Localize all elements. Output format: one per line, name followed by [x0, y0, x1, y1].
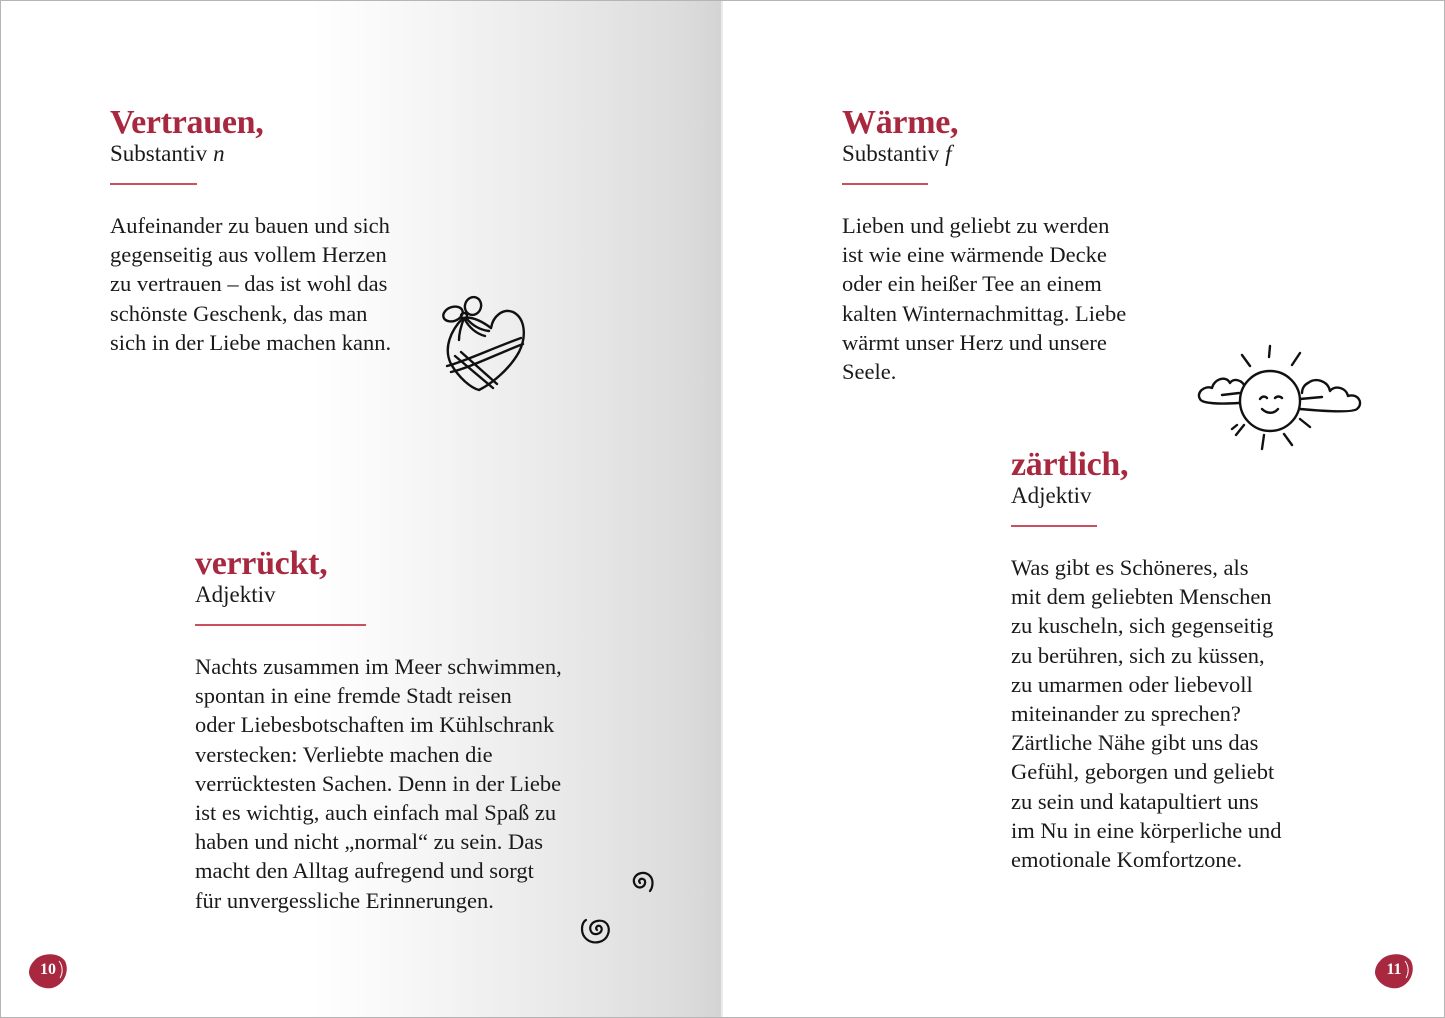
part-of-speech — [195, 582, 562, 608]
left-page — [1, 1, 723, 1018]
text-line: Lieben und geliebt zu werden — [842, 213, 1110, 238]
text-line: Zärtliche Nähe gibt uns das — [1011, 730, 1259, 756]
pos-label: Substantiv — [110, 141, 208, 166]
smiling-sun-clouds-icon — [1192, 341, 1364, 456]
text-line: wärmt unser Herz und unsere — [842, 329, 1107, 355]
text-line: schönste Geschenk, das man — [110, 300, 368, 326]
entry-vertrauen — [110, 105, 391, 357]
text-line: sich in der Liebe machen kann. — [110, 329, 392, 355]
pos-label: Adjektiv — [1011, 483, 1092, 508]
text-line: kalten Winternachmittag. Liebe — [842, 300, 1127, 326]
part-of-speech — [110, 141, 391, 167]
text-line: zu umarmen oder liebevoll — [1011, 671, 1253, 697]
heart-gift-icon — [433, 296, 529, 394]
entry-waerme — [842, 105, 1126, 386]
headword: zärtlich, — [1011, 446, 1129, 483]
spiral-icon — [578, 914, 614, 947]
page-number: 11 — [1386, 961, 1402, 978]
text-line: macht den Alltag aufregend und sorgt — [195, 858, 534, 884]
text-line: gegenseitig aus vollem Herzen — [110, 242, 387, 268]
text-line: zu sein und katapultiert uns — [1011, 788, 1259, 814]
divider-rule — [110, 183, 197, 185]
right-page — [723, 1, 1445, 1018]
text-line: Aufeinander zu bauen und sich — [110, 213, 390, 238]
pos-label: Adjektiv — [195, 582, 276, 607]
definition-text — [110, 211, 391, 357]
entry-zaertlich — [1011, 447, 1282, 874]
headword: Vertrauen, — [110, 104, 264, 141]
page-number-badge — [28, 951, 68, 989]
pos-label: Substantiv — [842, 141, 940, 166]
text-line: verrücktesten Sachen. Denn in der Liebe — [195, 770, 562, 796]
text-line: zu kuscheln, sich gegenseitig — [1011, 613, 1274, 639]
part-of-speech — [1011, 483, 1282, 509]
text-line: miteinander zu sprechen? — [1011, 701, 1241, 727]
text-line: spontan in eine fremde Stadt reisen — [195, 683, 512, 709]
text-line: zu vertrauen – das ist wohl das — [110, 271, 388, 297]
text-line: Seele. — [842, 359, 897, 385]
text-line: oder ein heißer Tee an einem — [842, 271, 1102, 297]
text-line: verstecken: Verliebte machen die — [195, 741, 493, 767]
definition-text — [1011, 553, 1282, 874]
spiral-icon — [624, 867, 656, 897]
part-of-speech — [842, 141, 1126, 167]
text-line: oder Liebesbotschaften im Kühlschrank — [195, 712, 555, 738]
text-line: haben und nicht „normal“ zu sein. Das — [195, 829, 544, 855]
headword: verrückt, — [195, 545, 328, 582]
text-line: Was gibt es Schöneres, als — [1011, 555, 1249, 580]
divider-rule — [842, 183, 928, 185]
entry-verrueckt — [195, 546, 562, 915]
gender-label: n — [213, 141, 225, 166]
text-line: mit dem geliebten Menschen — [1011, 584, 1272, 610]
definition-text — [842, 211, 1126, 386]
text-line: Gefühl, geborgen und geliebt — [1011, 759, 1275, 785]
text-line: zu berühren, sich zu küssen, — [1011, 642, 1265, 668]
gender-label: f — [945, 141, 952, 166]
text-line: emotionale Komfortzone. — [1011, 847, 1243, 873]
divider-rule — [1011, 525, 1097, 527]
text-line: im Nu in eine körperliche und — [1011, 817, 1282, 843]
divider-rule — [195, 624, 366, 626]
text-line: Nachts zusammen im Meer schwimmen, — [195, 654, 562, 679]
definition-text — [195, 652, 562, 915]
text-line: ist wie eine wärmende Decke — [842, 242, 1107, 268]
headword: Wärme, — [842, 104, 959, 141]
page-number-badge — [1374, 951, 1414, 989]
page-number: 10 — [40, 961, 56, 978]
text-line: ist es wichtig, auch einfach mal Spaß zu — [195, 800, 557, 826]
text-line: für unvergessliche Erinnerungen. — [195, 887, 494, 913]
